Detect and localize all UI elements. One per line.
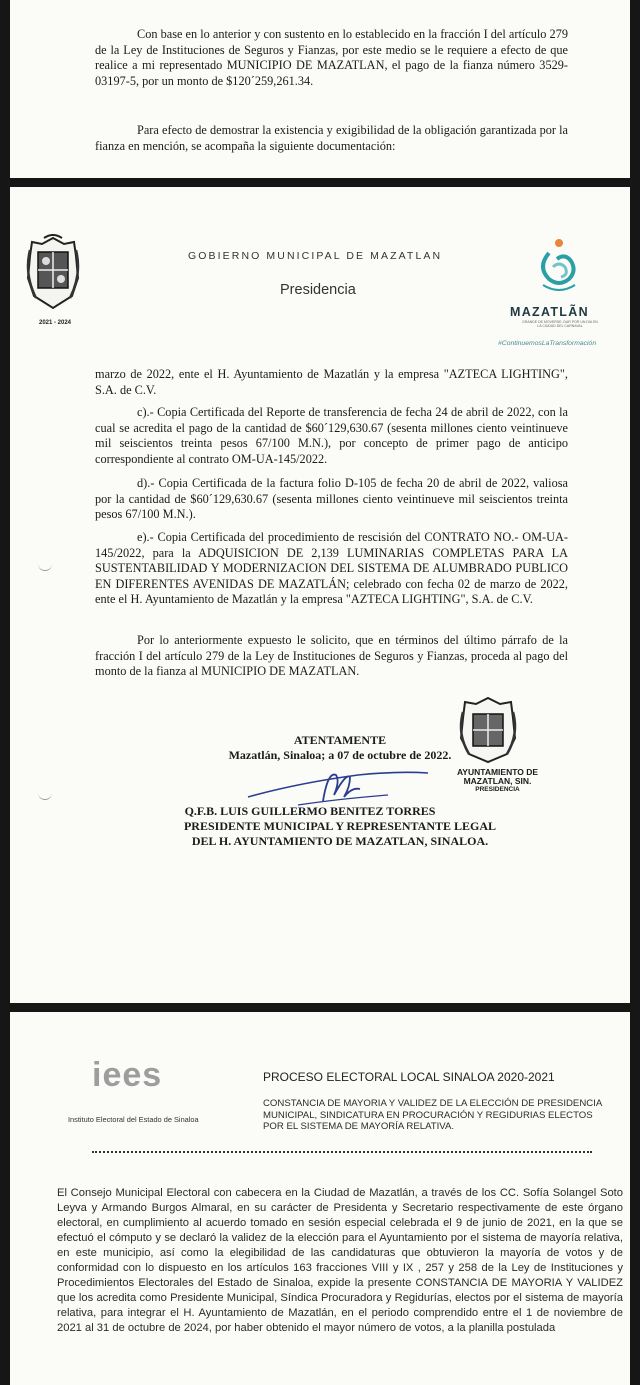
place-and-date: Mazatlán, Sinaloa; a 07 de octubre de 2022. [228,748,452,762]
mazatlan-brand: MAZATLÃN [510,305,589,319]
documentation-intro-paragraph: Para efecto de demostrar la existencia y exigibilidad de la obligación garantizada por la fianza en mención, se acompaña la siguiente documentación: [95,123,568,153]
electoral-process-title: PROCESO ELECTORAL LOCAL SINALOA 2020-2021 [263,1070,555,1084]
item-e-paragraph: e).- Copia Certificada del procedimiento de rescisión del CONTRATO NO.- OM-UA-145/2022, para la ADQUISICION DE 2,139 LUMINARIAS COMPLETAS PARA LA SUSTENTABILIDAD Y MODERNIZACION DEL SISTEMA DE ALUMBRADO PUBLICO EN DIFERENTES AVENIDAS DE MAZATLÁN; celebrado con fecha 02 de marzo de 2022, ente el H. Ayuntamiento de Mazatlán y la empresa "AZTECA LIGHTING", S.A. de C.V. [95,530,568,607]
signer-name: Q.F.B. LUIS GUILLERMO BENITEZ TORRES [184,804,436,818]
item-c-paragraph: c).- Copia Certificada del Reporte de transferencia de fecha 24 de abril de 2022, con la cual se acredita el pago de la cantidad de $60´129,630.67 (sesenta millones ciento veintinueve mil seiscientos treinta pesos 67/100 M.N.), por concepto de primer pago de anticipo correspondiente al contrato OM-UA-145/2022. [95,405,568,466]
document-page-2 [10,187,630,1003]
government-title: GOBIERNO MUNICIPAL DE MAZATLAN [188,250,443,262]
item-b-continuation: marzo de 2022, ente el H. Ayuntamiento de Mazatlán y la empresa "AZTECA LIGHTING", S.A. de C.V. [95,367,568,397]
item-d-paragraph: d).- Copia Certificada de la factura folio D-105 de fecha 20 de abril de 2022, valiosa por la cantidad de $60´129,630.67 (sesenta millones ciento veintinueve mil seiscientos treinta pesos 67/100 M.N.). [95,476,568,522]
divider-line [92,1151,592,1153]
stamp-line-1: AYUNTAMIENTO DE [456,767,539,777]
signer-title: PRESIDENTE MUNICIPAL Y REPRESENTANTE LEGAL [183,819,497,833]
scan-mark [38,562,52,571]
stamp-line-2: MAZATLAN, SIN. [463,776,532,786]
seal-years: 2021 - 2024 [38,320,72,326]
municipal-seal-icon [24,234,82,314]
iees-logo-caption: Instituto Electoral del Estado de Sinaloa [68,1115,199,1124]
official-stamp-seal-icon [455,694,521,764]
brand-tagline: GRANDE DE MOVERSE, DAR POR UN DIA EN LA CIUDAD DEL CARNAVAL [522,320,598,328]
constancia-body: El Consejo Municipal Electoral con cabecera en la Ciudad de Mazatlán, a través de los CC. Sofía Solangel Soto Leyva y Armando Burgos Almaral, en su carácter de Presidenta y Secretario respectivamente de este órgano electoral, en cumplimiento al acuerdo tomado en sesión especial celebrada el 9 de junio de 2021, en la que se efectuó el cómputo y se declaró la validez de la elección para el Ayuntamiento por el sistema de mayoría relativa, en este municipio, así como la elegibilidad de las candidaturas que obtuvieron la mayoría de votos y de conformidad con lo dispuesto en los artículos 163 fracciones VIII y IX , 257 y 258 de la Ley de Instituciones y Procedimientos Electorales del Estado de Sinaloa, expide la presente CONSTANCIA DE MAYORIA Y VALIDEZ que los acredita como Presidente Municipal, Síndica Procuradora y Regidurías, electos por el sistema de mayoría relativa, para integrar el H. Ayuntamiento de Mazatlán, en el periodo comprendido entre el 1 de noviembre de 2021 al 31 de octubre de 2024, por haber obtenido el mayor número de votos, a la planilla postulada [57,1187,623,1334]
request-paragraph: Por lo anteriormente expuesto le solicito, que en términos del último párrafo de la fracción I del artículo 279 de la Ley de Instituciones de Seguros y Fianzas, proceda al pago del monto de la fianza al MUNICIPIO DE MAZATLAN. [95,633,568,679]
hashtag: #ContinuemosLaTransformación [498,340,597,347]
requirement-paragraph: Con base en lo anterior y con sustento en lo establecido en la fracción I del artículo 279 de la Ley de Instituciones de Seguros y Fianzas, por este medio se le requiere a efecto de que realice a mi representado MUNICIPIO DE MAZATLAN, el pago de la fianza número 3529-03197-5, por un monto de $120´259,261.34. [95,27,568,88]
scan-mark [38,791,52,800]
document-page-1 [10,0,630,178]
iees-logo: iees [92,1056,163,1094]
document-page-3 [10,1012,630,1385]
stamp-line-3: PRESIDENCIA [475,786,520,793]
closing-atentamente: ATENTAMENTE [293,733,387,747]
presidencia-subtitle: Presidencia [280,282,356,298]
constancia-heading: CONSTANCIA DE MAYORIA Y VALIDEZ DE LA ELECCIÓN DE PRESIDENCIA MUNICIPAL, SINDICATURA EN PROCURACIÓN Y REGIDURIAS ELECTOS POR EL SISTEMA DE MAYORÍA RELATIVA. [263,1098,602,1132]
signer-organization: DEL H. AYUNTAMIENTO DE MAZATLAN, SINALOA. [191,834,489,848]
mazatlan-brand-logo-icon [535,237,583,303]
